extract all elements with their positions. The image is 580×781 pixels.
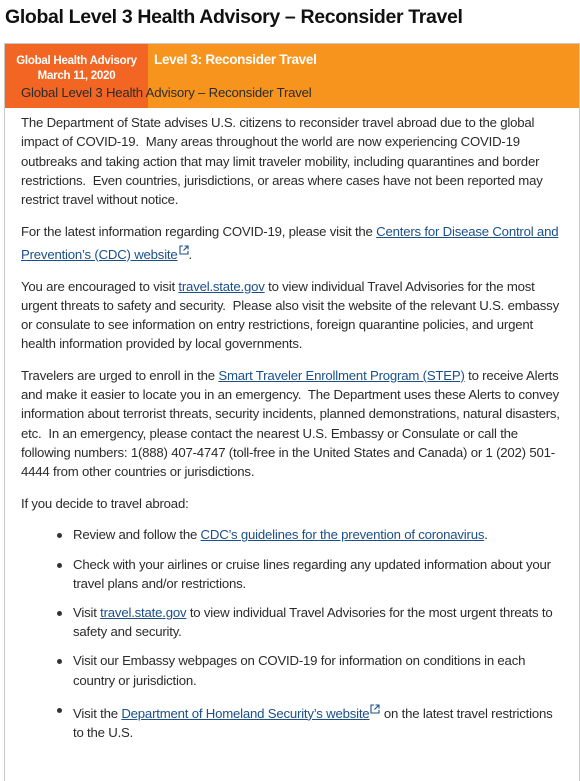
paragraph-travel-state-text: You are encouraged to visit — [21, 278, 179, 294]
recommendations-list — [57, 525, 561, 742]
list-item — [57, 555, 561, 593]
page-title: Global Level 3 Health Advisory – Reconsider Travel — [5, 6, 463, 28]
paragraph-step — [21, 366, 561, 481]
bullet-icon — [57, 533, 62, 538]
list-item — [57, 700, 561, 742]
list-item — [57, 525, 561, 544]
advisory-date: March 11, 2020 — [37, 70, 116, 82]
bullet-icon — [57, 659, 62, 664]
travel-state-gov-link-2[interactable]: travel.state.gov — [100, 604, 187, 620]
dhs-website-link[interactable]: Department of Homeland Security’s website — [121, 705, 370, 721]
cdc-guidelines-link[interactable]: CDC’s guidelines for the prevention of coronavirus — [200, 527, 485, 543]
advisory-type-label: Global Health Advisory — [16, 55, 137, 67]
bullet-icon — [57, 611, 62, 616]
list-item-text: Visit the — [73, 705, 122, 721]
cdc-website-link[interactable]: Centers for Disease Control and Prevention’s (CDC) website — [21, 223, 559, 262]
step-enrollment-link[interactable]: Smart Traveler Enrollment Program (STEP) — [218, 367, 465, 383]
advisory-intro-title: Global Level 3 Health Advisory – Reconsider Travel — [21, 85, 312, 100]
list-item — [57, 651, 561, 689]
advisory-level-label: Level 3: Reconsider Travel — [154, 52, 317, 67]
list-item-text-end: on the latest travel restrictions to the U.S. — [73, 705, 553, 740]
paragraph-overview: The Department of State advises U.S. citizens to reconsider travel abroad due to the global impact of COVID-19. Many areas throughout the world are now experiencing COVID-19 outbreaks and taking action that may limit traveler mobility, including quarantines and border restrictions. Even countries, jurisdictions, or areas where cases have not been reported may restrict travel without notice. — [21, 115, 543, 208]
list-item-text: Visit our Embassy webpages on COVID-19 for information on conditions in each country or jurisdiction. — [73, 653, 526, 688]
paragraph-step-rest: to receive Alerts and make it easier to locate you in an emergency. The Department uses these Alerts to convey information about terrorist threats, security incidents, planned demonstrations, natural disasters, etc. In an emergency, please contact the nearest U.S. Embassy or Consulate or call the following numbers: 1(888) 407-4747 (toll-free in the United States and Canada) or 1 (202) 501-4444 from other countries or jurisdictions. — [21, 367, 560, 479]
paragraph-cdc — [21, 222, 561, 264]
list-item — [57, 603, 561, 641]
paragraph-travel-state — [21, 277, 561, 354]
external-link-icon — [179, 241, 189, 251]
bullet-icon — [57, 563, 62, 568]
list-item-text-end: to view individual Travel Advisories for the most urgent threats to safety and security. — [73, 604, 553, 640]
paragraph-cdc-end: . — [188, 246, 192, 262]
paragraph-travel-abroad: If you decide to travel abroad: — [21, 495, 189, 511]
paragraph-travel-state-rest: to view individual Travel Advisories for the most urgent threats to safety and security. Please also visit the website of the relevant U.S. embassy or consulate to see information on entry restrictions, foreign quarantine policies, and urgent health information provided by local governments. — [21, 278, 559, 352]
external-link-icon — [370, 700, 380, 710]
list-item-text-end: . — [484, 527, 488, 543]
list-item-text: Review and follow the — [73, 527, 201, 543]
paragraph-step-text: Travelers are urged to enroll in the — [21, 367, 219, 383]
travel-state-gov-link[interactable]: travel.state.gov — [178, 278, 265, 294]
paragraph-cdc-text: For the latest information regarding COVID-19, please visit the — [21, 223, 377, 239]
list-item-text: Visit — [73, 604, 101, 620]
list-item-text: Check with your airlines or cruise lines regarding any updated information about your travel plans and/or restrictions. — [73, 556, 551, 591]
bullet-icon — [57, 708, 62, 713]
advisory-content — [21, 83, 561, 752]
